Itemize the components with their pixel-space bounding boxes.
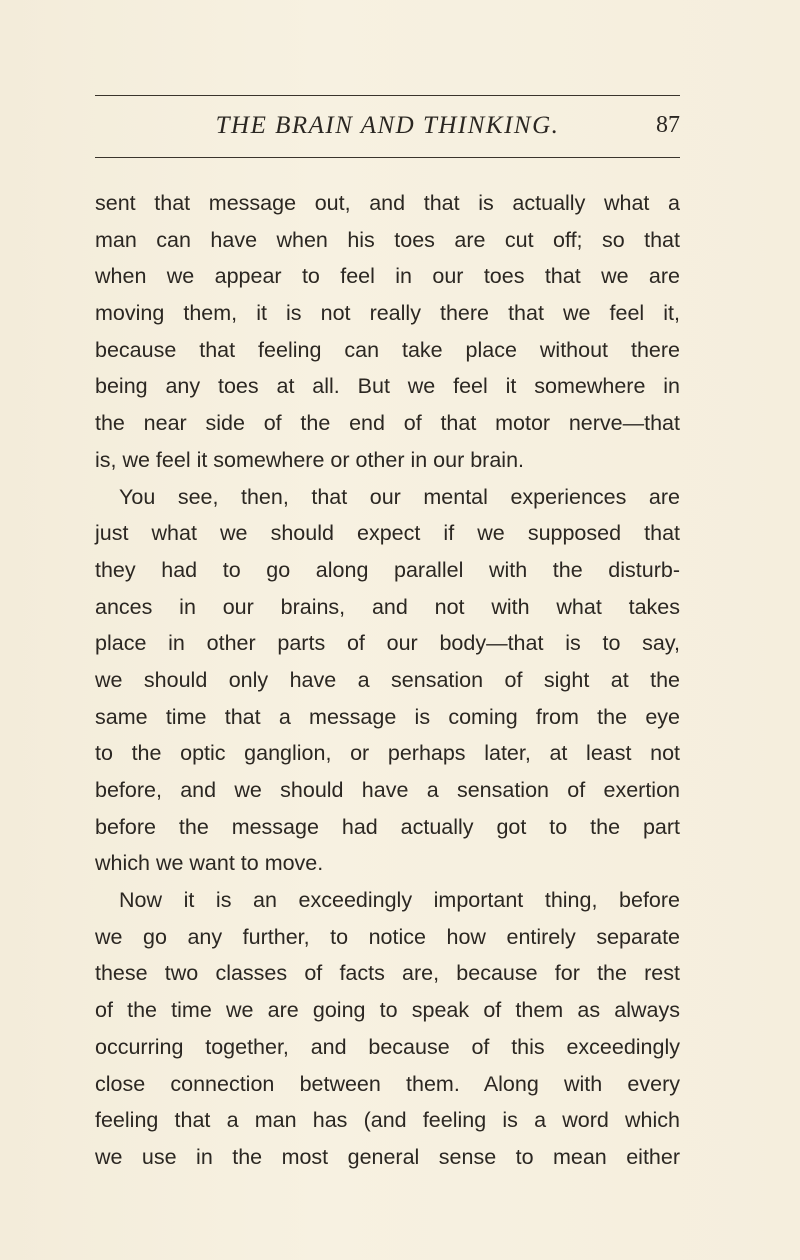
- text-line: You see, then, that our mental experiences are: [119, 484, 680, 509]
- text-line: close connection between them. Along with every: [95, 1071, 680, 1096]
- text-line: the near side of the end of that motor nerve—that: [95, 411, 680, 436]
- text-line: sent that message out, and that is actually what a: [95, 191, 680, 215]
- text-line: moving them, it is not really there that we feel it,: [95, 301, 680, 326]
- text-line: just what we should expect if we supposed that: [95, 521, 680, 546]
- text-line: of the time we are going to speak of them as always: [95, 998, 680, 1023]
- text-line: is, we feel it somewhere or other in our brain.: [95, 447, 525, 472]
- text-line: occurring together, and because of this exceedingly: [95, 1034, 680, 1059]
- text-line: we go any further, to notice how entirely separate: [95, 924, 680, 949]
- header-bottom-rule: [95, 157, 680, 158]
- text-line: we should only have a sensation of sight at the: [95, 667, 680, 692]
- text-line: these two classes of facts are, because for the rest: [95, 961, 680, 986]
- text-line: place in other parts of our body—that is to say,: [95, 631, 680, 656]
- text-line: because that feeling can take place without there: [95, 337, 680, 362]
- text-line: being any toes at all. But we feel it somewhere in: [95, 374, 680, 399]
- header-top-rule: [95, 95, 680, 96]
- text-line: before the message had actually got to the part: [95, 814, 680, 839]
- text-line: they had to go along parallel with the disturb-: [95, 557, 680, 582]
- text-line: man can have when his toes are cut off; so that: [95, 227, 680, 252]
- text-line: when we appear to feel in our toes that we are: [95, 264, 680, 289]
- page-number: 87: [656, 112, 680, 138]
- text-line: feeling that a man has (and feeling is a word which: [95, 1108, 680, 1133]
- text-line: Now it is an exceedingly important thing, before: [119, 888, 680, 913]
- text-line: before, and we should have a sensation of exertion: [95, 778, 680, 802]
- body-text: [95, 185, 680, 1176]
- text-line: we use in the most general sense to mean either: [95, 1144, 680, 1169]
- text-line: to the optic ganglion, or perhaps later, at least not: [95, 741, 680, 766]
- text-line: ances in our brains, and not with what takes: [95, 594, 680, 619]
- text-line: same time that a message is coming from the eye: [95, 704, 680, 729]
- running-head: [95, 108, 680, 144]
- running-head-title: THE BRAIN AND THINKING.: [215, 112, 560, 139]
- text-line: which we want to move.: [95, 851, 324, 876]
